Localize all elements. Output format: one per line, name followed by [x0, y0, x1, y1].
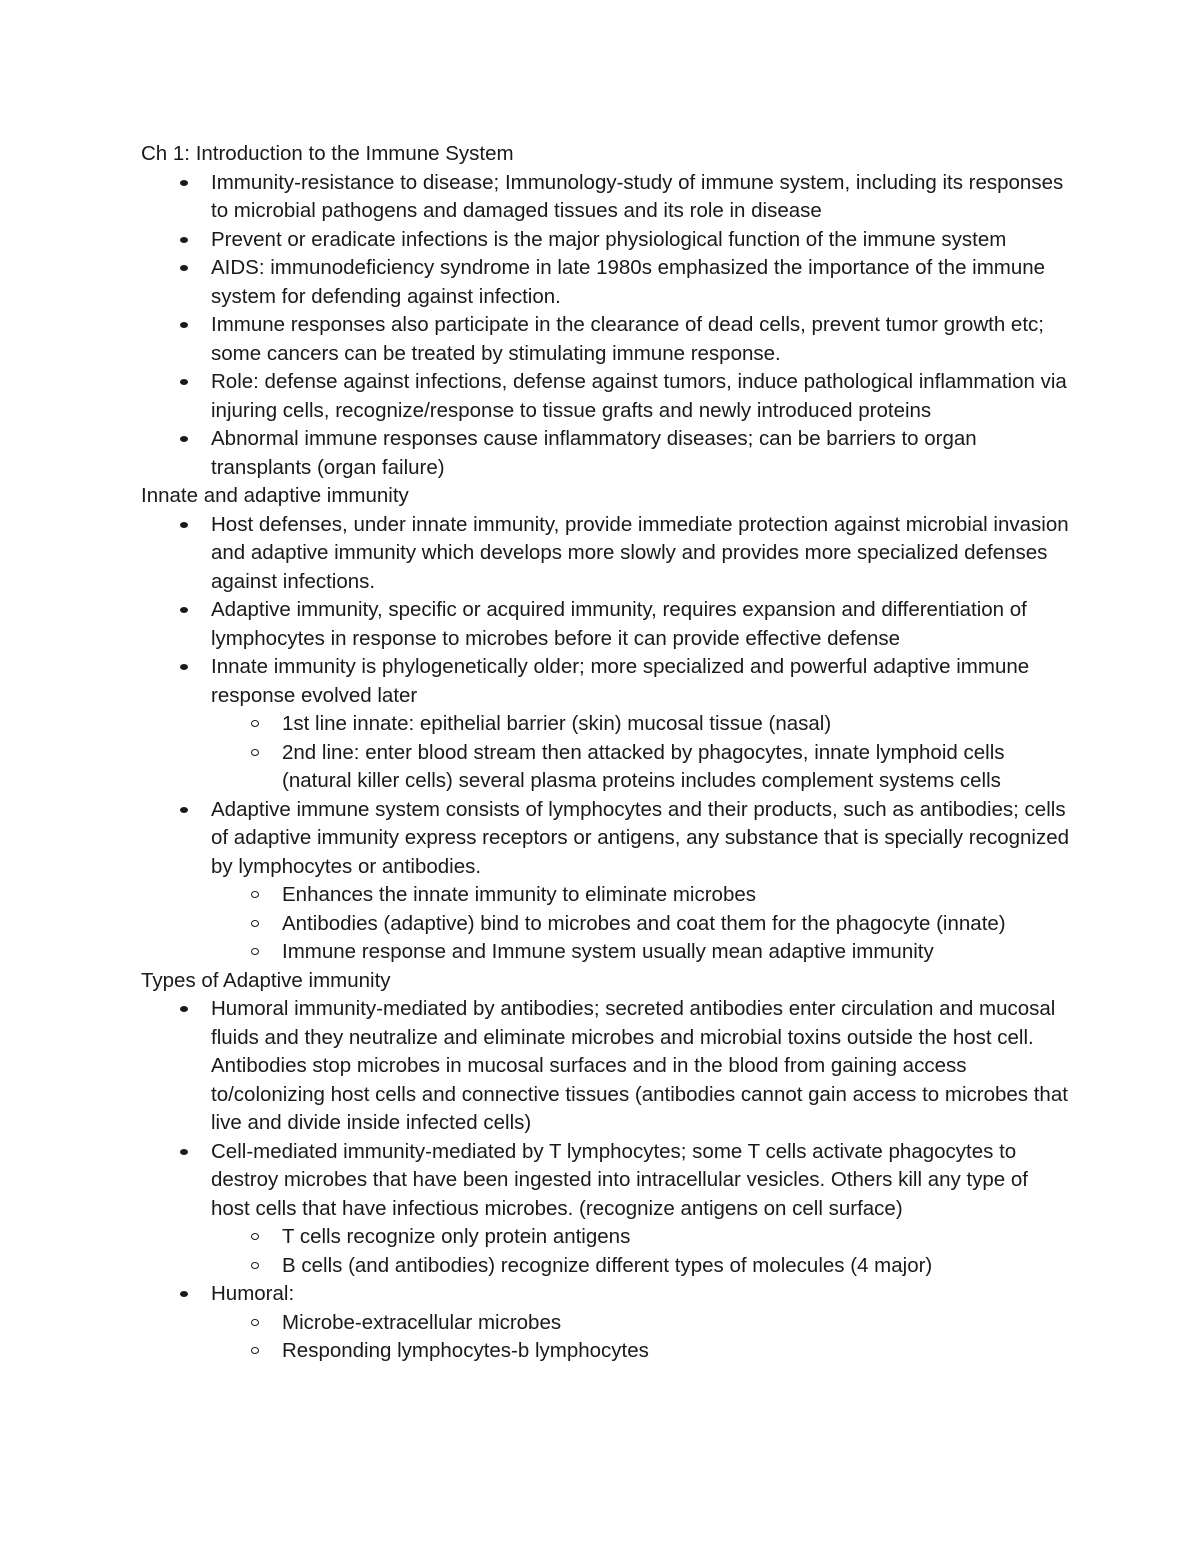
- sub-list-item: Immune response and Immune system usually mean adaptive immunity: [211, 938, 1071, 967]
- list-item: [141, 1280, 1071, 1366]
- list-item: [141, 1138, 1071, 1281]
- section-heading: Innate and adaptive immunity: [141, 484, 409, 507]
- list-item: [141, 653, 1071, 796]
- list-item: [141, 796, 1071, 967]
- sub-list-item: Antibodies (adaptive) bind to microbes and coat them for the phagocyte (innate): [211, 910, 1071, 939]
- list-item-text: Adaptive immune system consists of lymphocytes and their products, such as antibodies; cells of adaptive immunity express receptors or antigens, any substance that is specially recognized by lymphocytes or antibodies.: [211, 797, 1070, 878]
- list-item-text: Humoral:: [211, 1282, 295, 1305]
- section-heading: Ch 1: Introduction to the Immune System: [141, 142, 514, 165]
- list-item: Immune responses also participate in the clearance of dead cells, prevent tumor growth etc; some cancers can be treated by stimulating immune response.: [141, 311, 1071, 368]
- list-item: Adaptive immunity, specific or acquired immunity, requires expansion and differentiation of lymphocytes in response to microbes before it can provide effective defense: [141, 596, 1071, 653]
- bullet-list: [141, 995, 1071, 1366]
- sub-list-item: T cells recognize only protein antigens: [211, 1223, 1071, 1252]
- sub-list-item: Microbe-extracellular microbes: [211, 1309, 1071, 1338]
- sub-list-item: 2nd line: enter blood stream then attacked by phagocytes, innate lymphoid cells (natural killer cells) several plasma proteins includes complement systems cells: [211, 739, 1071, 796]
- sub-bullet-list: [141, 881, 1071, 967]
- document-page: [141, 140, 1071, 1366]
- list-item: Role: defense against infections, defense against tumors, induce pathological inflammation via injuring cells, recognize/response to tissue grafts and newly introduced proteins: [141, 368, 1071, 425]
- list-item: Immunity-resistance to disease; Immunology-study of immune system, including its responses to microbial pathogens and damaged tissues and its role in disease: [141, 169, 1071, 226]
- section-heading: Types of Adaptive immunity: [141, 968, 391, 992]
- sub-bullet-list: [141, 710, 1071, 796]
- list-item: Abnormal immune responses cause inflammatory diseases; can be barriers to organ transplants (organ failure): [141, 425, 1071, 482]
- bullet-list: [141, 511, 1071, 967]
- sub-list-item: Responding lymphocytes-b lymphocytes: [211, 1337, 1071, 1366]
- sub-list-item: Enhances the innate immunity to eliminate microbes: [211, 881, 1071, 910]
- list-item-text: Cell-mediated immunity-mediated by T lymphocytes; some T cells activate phagocytes to destroy microbes that have been ingested into intracellular vesicles. Others kill any type of host cells that have infectious microbes. (recognize antigens on cell surface): [211, 1139, 1028, 1220]
- sub-bullet-list: [141, 1223, 1071, 1280]
- list-item: AIDS: immunodeficiency syndrome in late 1980s emphasized the importance of the immune system for defending against infection.: [141, 254, 1071, 311]
- sub-list-item: B cells (and antibodies) recognize different types of molecules (4 major): [211, 1252, 1071, 1281]
- list-item-text: Innate immunity is phylogenetically older; more specialized and powerful adaptive immune response evolved later: [211, 655, 1030, 707]
- sub-list-item: 1st line innate: epithelial barrier (skin) mucosal tissue (nasal): [211, 710, 1071, 739]
- list-item: Host defenses, under innate immunity, provide immediate protection against microbial invasion and adaptive immunity which develops more slowly and provides more specialized defenses against infections.: [141, 511, 1071, 597]
- list-item: Prevent or eradicate infections is the major physiological function of the immune system: [141, 226, 1071, 255]
- bullet-list: [141, 169, 1071, 483]
- list-item: Humoral immunity-mediated by antibodies; secreted antibodies enter circulation and mucosal fluids and they neutralize and eliminate microbes and microbial toxins outside the host cell. Antibodies stop microbes in mucosal surfaces and in the blood from gaining access to/colonizing host cells and connective tissues (antibodies cannot gain access to microbes that live and divide inside infected cells): [141, 995, 1071, 1138]
- sub-bullet-list: [141, 1309, 1071, 1366]
